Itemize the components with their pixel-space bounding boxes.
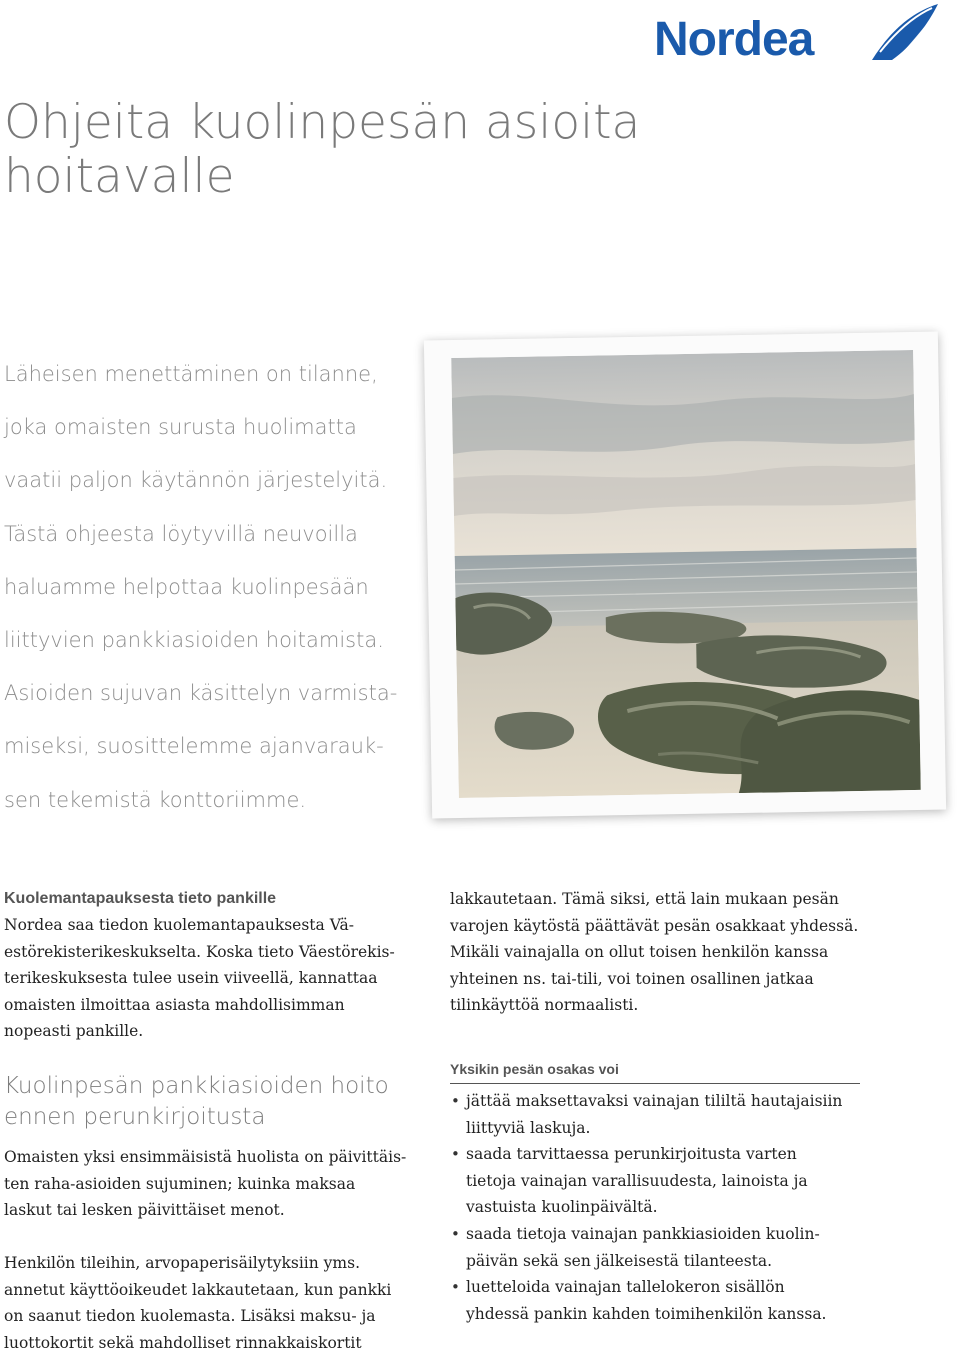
nordea-logo bbox=[654, 2, 954, 66]
list-item-line: • saada tietoja vainajan pankkiasioiden kuolin- bbox=[466, 1224, 820, 1243]
list-item bbox=[450, 1274, 870, 1327]
intro-line: Läheisen menettäminen on tilanne, bbox=[4, 362, 378, 386]
shareholder-rights-list bbox=[450, 1088, 870, 1327]
paragraph-line: Omaisten yksi ensimmäisistä huolista on päivittäis- bbox=[4, 1148, 407, 1166]
divider bbox=[450, 1083, 860, 1084]
section-heading-estate-banking bbox=[4, 1071, 414, 1133]
paragraph-line: ten raha-asioiden sujuminen; kuinka maksaa bbox=[4, 1174, 356, 1193]
sail-icon bbox=[866, 2, 940, 62]
intro-line: joka omaisten surusta huolimatta bbox=[4, 415, 357, 440]
title-line: Ohjeita kuolinpesän asioita bbox=[4, 95, 641, 150]
list-item-line: • luetteloida vainajan tallelokeron sisällön bbox=[466, 1278, 785, 1297]
logo-wordmark: Nordea bbox=[654, 13, 814, 66]
seashore-photo-frame bbox=[424, 332, 946, 819]
death-notice-paragraph bbox=[4, 912, 414, 1045]
paragraph-line: annetut käyttöoikeudet lakkautetaan, kun pankki bbox=[4, 1280, 392, 1299]
list-item-line: vastuista kuolinpäivältä. bbox=[466, 1198, 658, 1217]
heading-line: ennen perunkirjoitusta bbox=[4, 1104, 266, 1130]
accounts-closure-paragraph bbox=[450, 886, 862, 1019]
paragraph-line: Mikäli vainajalla on ollut toisen henkilön kanssa bbox=[450, 943, 829, 962]
paragraph-line: luottokortit sekä mahdolliset rinnakkaiskortit bbox=[4, 1333, 362, 1352]
paragraph-line: Nordea saa tiedon kuolemantapauksesta Vä- bbox=[4, 916, 354, 934]
paragraph-line: laskut tai lesken päivittäiset menot. bbox=[4, 1201, 285, 1220]
title-line: hoitavalle bbox=[4, 149, 235, 204]
paragraph-line: tilinkäyttöä normaalisti. bbox=[450, 996, 639, 1015]
intro-line: haluamme helpottaa kuolinpesään bbox=[4, 574, 369, 599]
intro-line: sen tekemistä konttoriimme. bbox=[4, 787, 307, 812]
list-item bbox=[450, 1141, 870, 1221]
list-item-line: liittyviä laskuja. bbox=[466, 1118, 591, 1137]
paragraph-line: on saanut tiedon kuolemasta. Lisäksi maksu- ja bbox=[4, 1307, 376, 1326]
estate-banking-paragraph-2 bbox=[4, 1250, 414, 1356]
list-item-line: päivän sekä sen jälkeisestä tilanteesta. bbox=[466, 1251, 773, 1270]
paragraph-line: terikeskuksesta tulee usein viiveellä, kannattaa bbox=[4, 969, 378, 988]
list-item-line: tietoja vainajan varallisuudesta, lainoista ja bbox=[466, 1171, 808, 1190]
seashore-rocks-photo bbox=[451, 350, 921, 798]
list-item-line: • jättää maksettavaksi vainajan tililtä hautajaisiin bbox=[466, 1092, 843, 1110]
paragraph-line: nopeasti pankille. bbox=[4, 1022, 144, 1041]
heading-line: Kuolinpesän pankkiasioiden hoito bbox=[4, 1073, 389, 1099]
paragraph-line: omaisten ilmoittaa asiasta mahdollisimman bbox=[4, 995, 345, 1014]
paragraph-line: Henkilön tileihin, arvopaperisäilytyksiin yms. bbox=[4, 1254, 360, 1272]
list-item bbox=[450, 1221, 870, 1274]
list-item-line: • saada tarvittaessa perunkirjoitusta varten bbox=[466, 1145, 797, 1164]
intro-line: Tästä ohjeesta löytyvillä neuvoilla bbox=[4, 521, 358, 546]
intro-paragraph bbox=[4, 348, 404, 827]
box-heading-single-shareholder: Yksikin pesän osakas voi bbox=[450, 1061, 619, 1077]
estate-banking-paragraph-1 bbox=[4, 1144, 414, 1224]
list-item-line: yhdessä pankin kahden toimihenkilön kanssa. bbox=[466, 1304, 827, 1323]
intro-line: liittyvien pankkiasioiden hoitamista. bbox=[4, 628, 384, 653]
paragraph-line: varojen käytöstä päättävät pesän osakkaat yhdessä. bbox=[450, 916, 859, 935]
intro-line: vaatii paljon käytännön järjestelyitä. bbox=[4, 468, 388, 493]
intro-line: Asioiden sujuvan käsittelyn varmista- bbox=[4, 681, 398, 706]
list-item bbox=[450, 1088, 870, 1141]
paragraph-line: lakkautetaan. Tämä siksi, että lain mukaan pesän bbox=[450, 890, 839, 908]
intro-line: miseksi, suosittelemme ajanvarauk- bbox=[4, 734, 384, 759]
page-title bbox=[4, 96, 644, 204]
paragraph-line: yhteinen ns. tai-tili, voi toinen osallinen jatkaa bbox=[450, 969, 814, 988]
paragraph-line: estörekisterikeskukselta. Koska tieto Väestörekis- bbox=[4, 942, 395, 961]
section-heading-death-notice: Kuolemantapauksesta tieto pankille bbox=[4, 890, 277, 907]
